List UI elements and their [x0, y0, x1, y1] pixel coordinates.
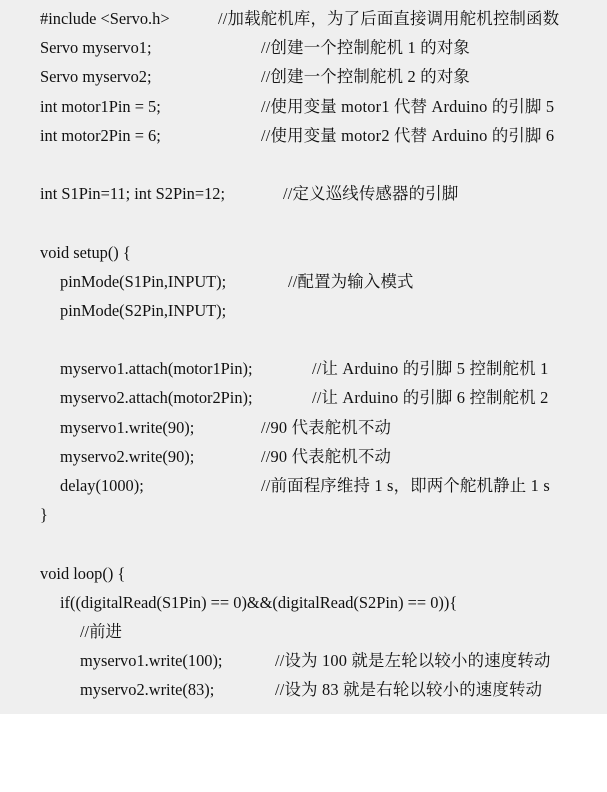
code-comment: //配置为输入模式	[288, 271, 414, 291]
code-comment: //前进	[80, 621, 122, 641]
code-line	[0, 33, 607, 62]
code-comment: //让 Arduino 的引脚 6 控制舵机 2	[312, 388, 549, 408]
blank-line	[0, 529, 607, 558]
code-line	[0, 500, 607, 529]
code-line	[0, 383, 607, 412]
code-text: int motor2Pin = 6;	[40, 125, 161, 145]
code-line	[0, 238, 607, 267]
code-text: int motor1Pin = 5;	[40, 96, 161, 116]
code-line	[0, 646, 607, 675]
blank-line	[0, 325, 607, 354]
code-line	[0, 675, 607, 704]
code-text: myservo2.write(83);	[80, 680, 215, 700]
code-text: if((digitalRead(S1Pin) == 0)&&(digitalRead(S2Pin) == 0)){	[60, 592, 458, 612]
code-line	[0, 179, 607, 208]
code-text: }	[40, 505, 48, 525]
code-comment: //创建一个控制舵机 2 的对象	[261, 67, 470, 87]
code-text: myservo1.write(90);	[60, 417, 195, 437]
code-text: myservo1.attach(motor1Pin);	[60, 359, 253, 379]
code-line	[0, 354, 607, 383]
code-text: myservo2.write(90);	[60, 446, 195, 466]
code-text: pinMode(S2Pin,INPUT);	[60, 300, 227, 320]
code-text: void setup() {	[40, 242, 131, 262]
code-line	[0, 617, 607, 646]
code-line	[0, 559, 607, 588]
code-text: void loop() {	[40, 563, 126, 583]
code-line	[0, 267, 607, 296]
code-text: #include <Servo.h>	[40, 9, 170, 28]
code-line	[0, 121, 607, 150]
code-text: pinMode(S1Pin,INPUT);	[60, 271, 227, 291]
code-comment: //使用变量 motor2 代替 Arduino 的引脚 6	[261, 125, 555, 145]
code-comment: //创建一个控制舵机 1 的对象	[261, 38, 470, 58]
code-line	[0, 588, 607, 617]
code-line	[0, 471, 607, 500]
code-comment: //90 代表舵机不动	[261, 417, 392, 437]
blank-line	[0, 208, 607, 237]
code-comment: //设为 83 就是右轮以较小的速度转动	[275, 680, 543, 700]
code-comment: //让 Arduino 的引脚 5 控制舵机 1	[312, 359, 549, 379]
code-comment: //加载舵机库，为了后面直接调用舵机控制函数	[218, 9, 560, 28]
code-line	[0, 92, 607, 121]
code-line	[0, 62, 607, 91]
code-line	[0, 296, 607, 325]
blank-line	[0, 150, 607, 179]
code-text: delay(1000);	[60, 476, 144, 495]
code-comment: //设为 100 就是左轮以较小的速度转动	[275, 651, 551, 671]
code-text: Servo myservo1;	[40, 38, 152, 58]
code-line	[0, 413, 607, 442]
code-line	[0, 4, 607, 33]
code-text: int S1Pin=11; int S2Pin=12;	[40, 184, 226, 204]
code-line	[0, 442, 607, 471]
code-comment: //定义巡线传感器的引脚	[283, 184, 459, 204]
code-comment: //90 代表舵机不动	[261, 446, 392, 466]
code-text: myservo2.attach(motor2Pin);	[60, 388, 253, 408]
code-comment: //前面程序维持 1 s，即两个舵机静止 1 s	[261, 476, 550, 495]
code-text: Servo myservo2;	[40, 67, 152, 87]
code-text: myservo1.write(100);	[80, 651, 223, 671]
code-comment: //使用变量 motor1 代替 Arduino 的引脚 5	[261, 96, 555, 116]
